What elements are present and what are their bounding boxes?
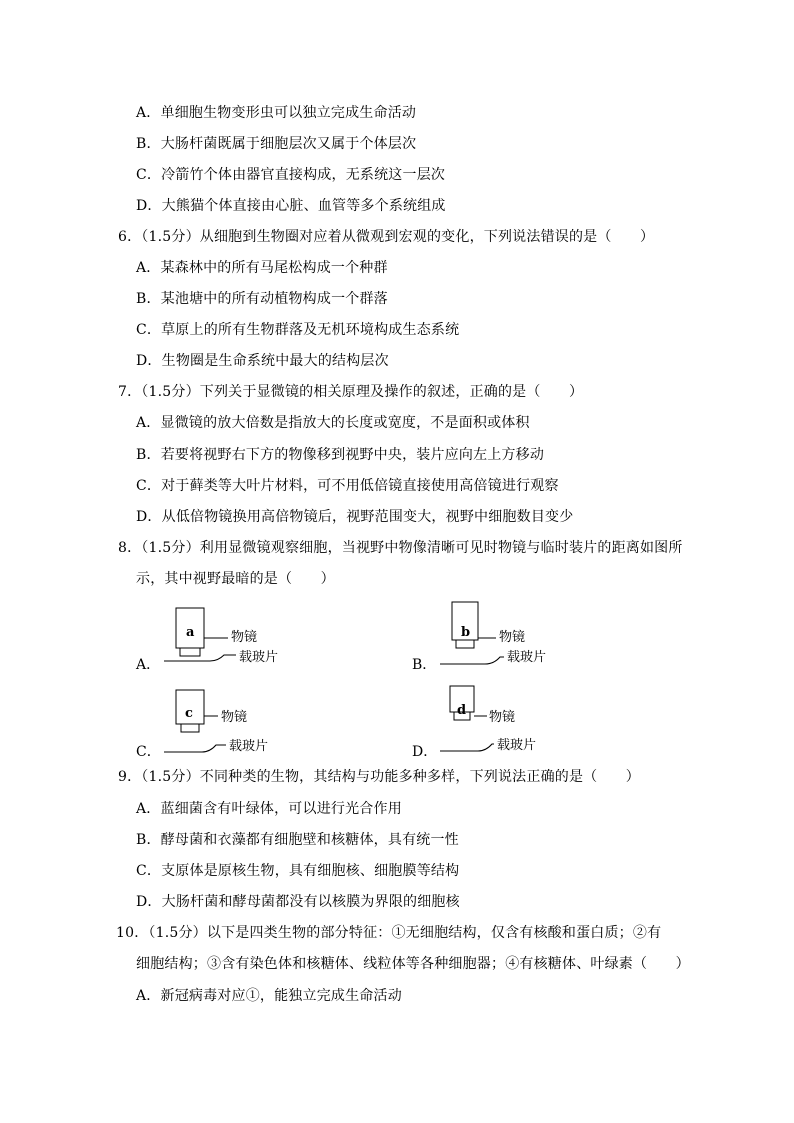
figure-option-c: C． — [136, 744, 161, 760]
q6-stem: 6．（1.5分）从细胞到生物圈对应着从微观到宏观的变化，下列说法错误的是（ ） — [118, 229, 655, 245]
diagram-d-objective-label: 物镜 — [489, 710, 516, 725]
diagram-b-slide-label: 载玻片 — [507, 650, 547, 665]
q7-option-b: B．若要将视野右下方的物像移到视野中央，装片应向左上方移动 — [136, 447, 545, 463]
q10-stem: 10．（1.5分）以下是四类生物的部分特征：①无细胞结构，仅含有核酸和蛋白质；②有 — [116, 925, 662, 941]
figure-option-a: A． — [136, 657, 161, 673]
q5-option-a: A．单细胞生物变形虫可以独立完成生命活动 — [136, 105, 417, 121]
diagram-c-objective-label: 物镜 — [221, 710, 248, 725]
q9-option-a: A．蓝细菌含有叶绿体，可以进行光合作用 — [136, 801, 402, 817]
diagram-d — [440, 686, 494, 751]
figure-option-d: D． — [412, 744, 438, 760]
q6-option-c: C．草原上的所有生物群落及无机环境构成生态系统 — [136, 322, 460, 338]
q7-option-c: C．对于藓类等大叶片材料，可不用低倍镜直接使用高倍镜进行观察 — [136, 478, 559, 494]
q10-stem-continued: 细胞结构；③含有染色体和核糖体、线粒体等各种细胞器；④有核糖体、叶绿素（ ） — [136, 956, 690, 972]
q9-option-d: D．大肠杆菌和酵母菌都没有以核膜为界限的细胞核 — [136, 894, 460, 910]
diagram-b — [440, 602, 504, 664]
q9-stem: 9．（1.5分）不同种类的生物，其结构与功能多种多样，下列说法正确的是（ ） — [118, 769, 640, 785]
q10-option-a: A．新冠病毒对应①，能独立完成生命活动 — [136, 988, 402, 1004]
q9-option-b: B．酵母菌和衣藻都有细胞壁和核糖体，具有统一性 — [136, 832, 459, 848]
q8-stem-continued: 示，其中视野最暗的是（ ） — [136, 571, 335, 587]
q5-option-c: C．冷箭竹个体由器官直接构成，无系统这一层次 — [136, 167, 446, 183]
q7-option-a: A．显微镜的放大倍数是指放大的长度或宽度，不是面积或体积 — [136, 415, 530, 431]
q8-stem: 8．（1.5分）利用显微镜观察细胞，当视野中物像清晰可见时物镜与临时装片的距离如图所 — [118, 540, 683, 556]
diagram-c — [164, 690, 226, 752]
diagram-b-objective-label: 物镜 — [499, 630, 526, 645]
q6-option-a: A．某森林中的所有马尾松构成一个种群 — [136, 260, 388, 276]
q6-option-b: B．某池塘中的所有动植物构成一个群落 — [136, 291, 388, 307]
figure-option-b: B． — [412, 657, 437, 673]
diagram-a — [164, 608, 236, 661]
q9-option-c: C．支原体是原核生物，具有细胞核、细胞膜等结构 — [136, 863, 460, 879]
diagram-a-objective-label: 物镜 — [231, 630, 258, 645]
q7-stem: 7．（1.5分）下列关于显微镜的相关原理及操作的叙述，正确的是（ ） — [118, 384, 584, 400]
diagram-a-letter: a — [186, 625, 195, 640]
diagram-a-slide-label: 载玻片 — [239, 650, 279, 665]
diagram-d-slide-label: 载玻片 — [497, 738, 537, 753]
diagram-c-letter: c — [185, 706, 193, 721]
diagram-c-slide-label: 载玻片 — [229, 739, 269, 754]
q5-option-d: D．大熊猫个体直接由心脏、血管等多个系统组成 — [136, 198, 446, 214]
diagram-b-letter: b — [461, 625, 471, 640]
q5-option-b: B．大肠杆菌既属于细胞层次又属于个体层次 — [136, 136, 417, 152]
q7-option-d: D．从低倍物镜换用高倍物镜后，视野范围变大，视野中细胞数目变少 — [136, 509, 574, 525]
objective-distance-figure — [0, 600, 794, 770]
q6-option-d: D．生物圈是生命系统中最大的结构层次 — [136, 353, 389, 369]
diagram-d-letter: d — [457, 703, 467, 718]
